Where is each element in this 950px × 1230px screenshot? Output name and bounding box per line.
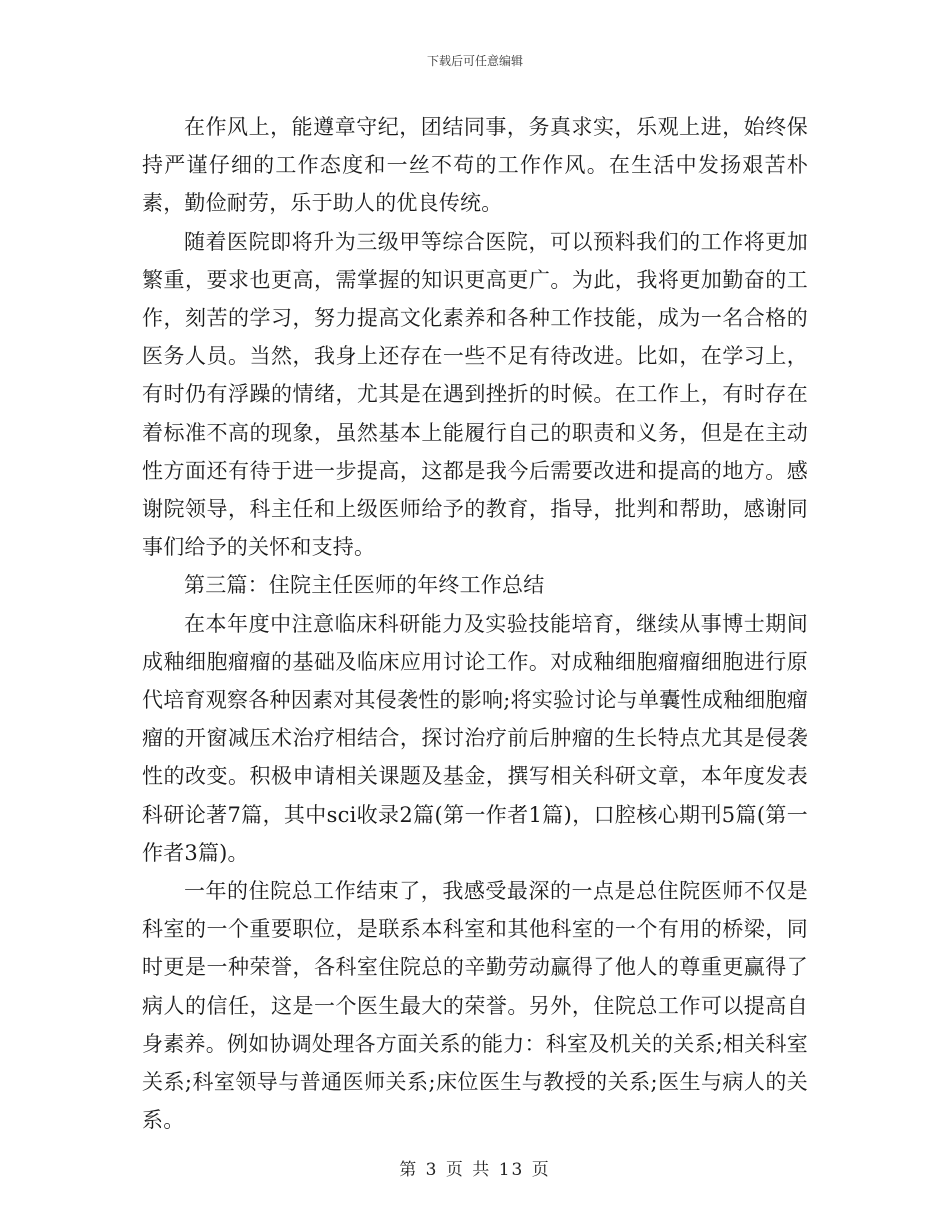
paragraph-work-style: 在作风上，能遵章守纪，团结同事，务真求实，乐观上进，始终保持严谨仔细的工作态度和一丝不苟的工作作风。在生活中发扬艰苦朴素，勤俭耐劳，乐于助人的优良传统。 (142, 115, 808, 216)
paragraph-chief-resident: 一年的住院总工作结束了，我感受最深的一点是总住院医师不仅是科室的一个重要职位，是联系本科室和其他科室的一个有用的桥梁，同时更是一种荣誉，各科室住院总的辛勤劳动赢得了他人的尊重更赢得了病人的信任，这是一个医生最大的荣誉。另外，住院总工作可以提高自身素养。例如协调处理各方面关系的能力：科室及机关的关系;相关科室关系;科室领导与普通医师关系;床位医生与教授的关系;医生与病人的关系。 (142, 879, 808, 1133)
paragraph-hospital-upgrade: 随着医院即将升为三级甲等综合医院，可以预料我们的工作将更加繁重，要求也更高，需掌握的知识更高更广。为此，我将更加勤奋的工作，刻苦的学习，努力提高文化素养和各种工作技能，成为一名合格的医务人员。当然，我身上还存在一些不足有待改进。比如，在学习上，有时仍有浮躁的情绪，尤其是在遇到挫折的时候。在工作上，有时存在着标准不高的现象，虽然基本上能履行自己的职责和义务，但是在主动性方面还有待于进一步提高，这都是我今后需要改进和提高的地方。感谢院领导，科主任和上级医师给予的教育，指导，批判和帮助，感谢同事们给予的关怀和支持。 (142, 229, 808, 560)
page-footer: 第 3 页 共 13 页 (399, 1160, 551, 1180)
page-header: 下载后可任意编辑 (426, 54, 523, 68)
document-body (142, 108, 808, 1139)
section-heading: 第三篇：住院主任医师的年终工作总结 (184, 573, 545, 598)
paragraph-research: 在本年度中注意临床科研能力及实验技能培育，继续从事博士期间成釉细胞瘤瘤的基础及临床应用讨论工作。对成釉细胞瘤瘤细胞进行原代培育观察各种因素对其侵袭性的影响;将实验讨论与单囊性成釉细胞瘤瘤的开窗减压术治疗相结合，探讨治疗前后肿瘤的生长特点尤其是侵袭性的改变。积极申请相关课题及基金，撰写相关科研文章，本年度发表科研论著7篇，其中sci收录2篇(第一作者1篇)，口腔核心期刊5篇(第一作者3篇)。 (142, 611, 808, 865)
